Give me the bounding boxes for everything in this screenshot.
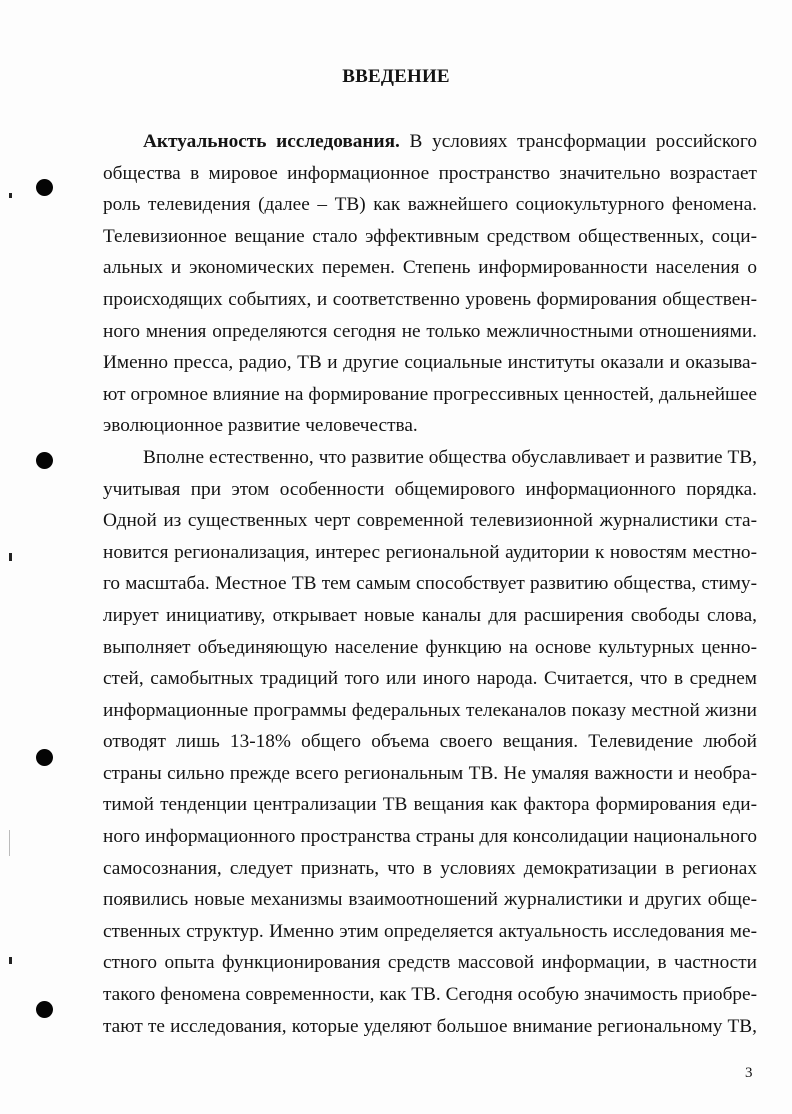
paragraph-line: Телевизионное вещание стало эффективным средством общественных, соци- [103, 225, 757, 247]
lead-text: В условиях трансформации российского [399, 131, 757, 152]
paragraph-line: Вполне естественно, что развитие общества обуславливает и развитие ТВ, [143, 446, 757, 468]
paragraph-line: стей, самобытных традиций того или иного народа. Считается, что в среднем [103, 668, 757, 690]
paragraph-line: учитывая при этом особенности общемирового информационного порядка. [103, 478, 757, 500]
page-title: ВВЕДЕНИЕ [342, 66, 450, 87]
scan-speck [9, 553, 12, 561]
paragraph-line: отводят лишь 13-18% общего объема своего вещания. Телевидение любой [103, 731, 757, 753]
paragraph-line: новится регионализация, интерес региональной аудитории к новостям местно- [103, 541, 757, 563]
scan-speck [9, 193, 12, 198]
paragraph-line: ного мнения определяются сегодня не только межличностными отношениями. [103, 320, 757, 342]
paragraph-line: Именно пресса, радио, ТВ и другие социальные институты оказали и оказыва- [103, 352, 757, 374]
paragraph-line: ственных структур. Именно этим определяется актуальность исследования ме- [103, 920, 757, 942]
scan-speck [9, 957, 12, 964]
paragraph-line: альных и экономических перемен. Степень информированности населения о [103, 257, 757, 279]
paragraph-line: самосознания, следует признать, что в условиях демократизации в регионах [103, 857, 757, 879]
paragraph-line: выполняет объединяющую население функцию на основе культурных ценно- [103, 636, 757, 658]
binder-hole [36, 749, 53, 766]
paragraph-line: общества в мировое информационное пространство значительно возрастает [103, 162, 757, 184]
paragraph-line: тают те исследования, которые уделяют большое внимание региональному ТВ, [103, 1015, 757, 1037]
paragraph-line: стного опыта функционирования средств массовой информации, в частности [103, 952, 757, 974]
paragraph-line: ного информационного пространства страны для консолидации национального [103, 826, 757, 848]
binder-hole [36, 452, 53, 469]
paragraph-line: роль телевидения (далее – ТВ) как важнейшего социокультурного феномена. [103, 194, 757, 216]
lead-heading: Актуальность исследования. [143, 131, 400, 152]
paragraph-line: лирует инициативу, открывает новые каналы для расширения свободы слова, [103, 604, 757, 626]
paragraph-line: страны сильно прежде всего региональным ТВ. Не умаляя важности и необра- [103, 762, 757, 784]
scan-speck [9, 830, 10, 856]
paragraph-line: такого феномена современности, как ТВ. Сегодня особую значимость приобре- [103, 984, 757, 1006]
paragraph-line: эволюционное развитие человечества. [103, 415, 418, 437]
paragraph-line [103, 126, 757, 158]
paragraph-line: тимой тенденции централизации ТВ вещания как фактора формирования еди- [103, 794, 757, 816]
page-number: 3 [745, 1065, 753, 1081]
binder-hole [36, 179, 53, 196]
paragraph-line: происходящих событиях, и соответственно уровень формирования обществен- [103, 288, 757, 310]
document-body [103, 126, 757, 1042]
paragraph-line: появились новые механизмы взаимоотношений журналистики и других обще- [103, 889, 757, 911]
paragraph-line: го масштаба. Местное ТВ тем самым способствует развитию общества, стиму- [103, 573, 757, 595]
paragraph-line: ют огромное влияние на формирование прогрессивных ценностей, дальнейшее [103, 383, 757, 405]
binder-hole [36, 1001, 53, 1018]
paragraph-line: Одной из существенных черт современной телевизионной журналистики ста- [103, 510, 757, 532]
paragraph-line: информационные программы федеральных телеканалов показу местной жизни [103, 699, 757, 721]
